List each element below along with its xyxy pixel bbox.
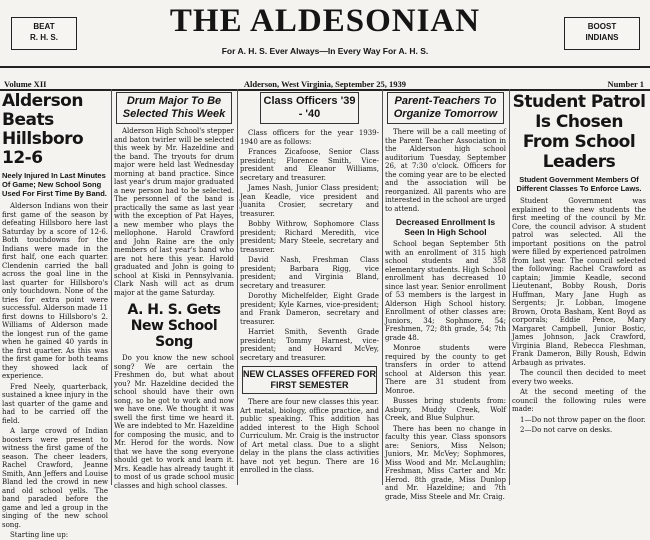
headline-drum-major: Drum Major To Be Selected This Week — [116, 92, 232, 124]
article-paragraph: A large crowd of Indian boosters were present to witness the first game of the season. The cheer leaders, Rachel Crawford, Jeanne Smith, Ann Jeffers and Louise Bland led the crowd in new and old school yells. The band paraded before the game and led a group in the singing of the new school song. — [2, 427, 108, 529]
column-divider — [237, 89, 238, 485]
article-paragraph: Fred Neely, quarterback, sustained a knee injury in the last quarter of the game and had to be carried off the field. — [2, 382, 108, 425]
article-paragraph: James Nash, Junior Class president; Jean Keadle, vice president and Juanita Crosier, secretary and treasurer. — [240, 184, 379, 218]
article-paragraph: Bobby Withrow, Sophomore Class president; Richard Meredith, vice president; Mary Steele, secretary and treasurer. — [240, 220, 379, 254]
newspaper-title: THE ALDESONIAN — [169, 3, 481, 39]
right-ear-line2: INDIANS — [585, 33, 619, 42]
column-band — [114, 92, 234, 490]
article-paragraph: Frances Zicafoose, Senior Class president; Florence Smith, Vice-president and Eleanor Williams, secretary and treasurer. — [240, 148, 379, 182]
subhead-student-patrol: Student Government Members Of Different Classes To Enforce Laws. — [516, 175, 642, 193]
article-paragraph: David Nash, Freshman Class president; Barbara Rigg, vice president; and Virginia Bland, secretary and treasurer. — [240, 256, 379, 290]
article-paragraph: There has been no change in faculty this year. Class sponsors are: Seniors, Miss Nelson; Juniors, Mr. McVey; Sophmores, Miss Wood and Mr. McLaughlin; Freshman, Miss Carter and Mr. Herod. 8th grade, Miss Dunlop and Mr. Hazeldine; and 7th grade, Miss Steele and Mr. Craig. — [385, 424, 506, 501]
article-paragraph: There are four new classes this year. Art metal, biology, office practice, and public speaking. This addition has added interest to the High School Curriculum. Mr. Craig is the instructor of Art metal class. Due to a slight delay in the plans the class activities have not yet begun. There are 16 enrolled in the class. — [240, 398, 379, 474]
headline-class-officers: Class Officers '39 - '40 — [260, 92, 359, 124]
article-paragraph: Class officers for the year 1939-1940 are as follows: — [240, 129, 379, 146]
volume-label: Volume XII — [4, 79, 47, 89]
article-paragraph: Busses bring students from: Asbury, Muddy Creek, Wolf Creek, and Blue Sulphur. — [385, 397, 506, 422]
column-divider — [382, 89, 383, 485]
article-paragraph: Harriet Smith, Seventh Grade president; Tommy Harnest, vice-president; and Howard McVey, secretary and treasurer. — [240, 328, 379, 362]
article-paragraph: Do you know the new school song? We are certain the Freshmen do, but what about you? Mr. Hazeldine decided the school should have their own song, so he got to work and now we have one. We thought it was swell the first time we heard it. We are indebted to Mr. Hazeldine for composing the music, and to Mr. Herod for the words. Now that we have the song everyone should get to work and learn it. Mrs. Keadle has already taught it to most of us grade school music classes and high school classes. — [114, 354, 234, 490]
left-ear-line2: R. H. S. — [29, 33, 58, 42]
article-paragraph: Dorothy Michelfelder, Eight Grade president; Kyle Karnes, vice-president; and Frank Dameron, secretary and treasurer. — [240, 292, 379, 326]
headline-school-song: A. H. S. Gets New School Song — [127, 302, 221, 350]
column-student-patrol — [512, 92, 646, 485]
article-paragraph: Student Government was explained to the new students the first meeting of the council by Mr. Core, the council advisor. A student patrol was selected. All the important positions on the patrol were filled by experienced patrolmen from last year. The council selected the following: Rachel Crawford as captain; Jimmie Keadle, second Lieutenant, Bobby Roush, Doris Huffman, Mary Jane Hugh as Sergents; Jr. Lobban, Imogene Brown, Orota Basham, Kent Boyd as corporals; Eddie Pence, Mary Margaret Campbell, Junior Bostic, James Johnson, Jack Crawford, Virginia Bland, Rebecca Fleshman, Frank Dameron, Billy Roush, Edwin Arbaugh as privates. — [512, 197, 646, 367]
headline-student-patrol: Student Patrol Is Chosen From School Leaders — [512, 92, 646, 172]
headline-enrollment: Decreased Enrollment Is Seen In High School — [395, 217, 496, 237]
article-paragraph: 2—Do not carve on desks. — [520, 426, 613, 434]
article-paragraph: Monroe students were required by the county to get transfers in order to attend school at Alderson this year. There are 31 student from Monroe. — [385, 344, 506, 395]
column-class-officers — [240, 92, 379, 485]
article-paragraph: School began September 5th with an enrollment of 315 high school students and 358 elementary students. High School enrollment has decreased 10 since last year. Senior enrollment of 53 members is the largest in Alderson High School history. Enrollment of other classes are: Juniors, 34; Sophmore, 54; Freshmen, 72; 8th grade, 54; 7th grade 48. — [385, 240, 506, 342]
subhead-football: Neely Injured In Last Minutes Of Game; New School Song Used For First Time By Band. — [2, 171, 107, 198]
article-paragraph: The council then decided to meet every two weeks. — [512, 369, 646, 386]
right-ear-line1: BOOST — [587, 22, 617, 31]
issue-number: Number 1 — [607, 79, 644, 89]
column-divider — [111, 89, 112, 485]
headline-football: Alderson Beats Hillsboro 12-6 — [2, 91, 84, 168]
top-rule — [0, 66, 650, 68]
headline-pta: Parent-Teachers To Organize Tomorrow — [387, 92, 504, 124]
dateline: Alderson, West Virginia, September 25, 1939 — [243, 79, 407, 89]
article-paragraph: Alderson Indians won their first game of the season by defeating Hillsboro here last Saturday by a score of 12-6. Both touchdowns for the Indians were made in the first half, one each quarter. Clendenin carried the ball across the goal line in the last quarter for Hillsboro's only touchdown. None of the tries for extra point were successful. Alderson made 11 first downs to Hillsboro's 2. Williams of Alderson made the longest run of the game when he gained 40 yards in the first quarter. As this was the first game for both teams they showed lack of experience. — [2, 202, 108, 380]
newspaper-motto: For A. H. S. Ever Always—In Every Way For A. H. S. — [221, 46, 429, 56]
article-paragraph: Starting line up: — [10, 531, 69, 539]
article-paragraph: 1—Do not throw paper on the floor. — [520, 415, 646, 424]
article-paragraph: Alderson High School's stepper and baton twirler will be selected this week by Mr. Hazeldine and the band. The tryouts for drum major were held last Wednesday morning at band practice. Since last year's drum major graduated a new person had to be selected. The personnel of the band is practically the same as last year with the exception of Pat Hayes, a new member who plays the mellophone. Harold Crawford and John Raine are the only members of last year's band who are not here this year. Harold graduated and John is going to school at Kiski in Pennsylvania. Clark Nash will act as drum major at the game Saturday. — [114, 127, 234, 297]
column-divider — [509, 89, 510, 485]
article-paragraph: There will be a call meeting of the Parent Teacher Association in the Alderson high school auditorium Tuesday, September 26, at 7:30 o'clock. Officers for the coming year are to be elected and the association will be reorganized. All parents who are interested in the school are urged to attend. — [385, 128, 506, 213]
bottom-rule — [0, 89, 650, 91]
article-paragraph: At the second meeting of the council the following rules were made: — [512, 388, 646, 413]
headline-new-classes: NEW CLASSES OFFERED FOR FIRST SEMESTER — [242, 366, 377, 394]
left-ear-line1: BEAT — [33, 22, 55, 31]
column-football — [2, 91, 108, 539]
column-pta — [385, 92, 506, 501]
